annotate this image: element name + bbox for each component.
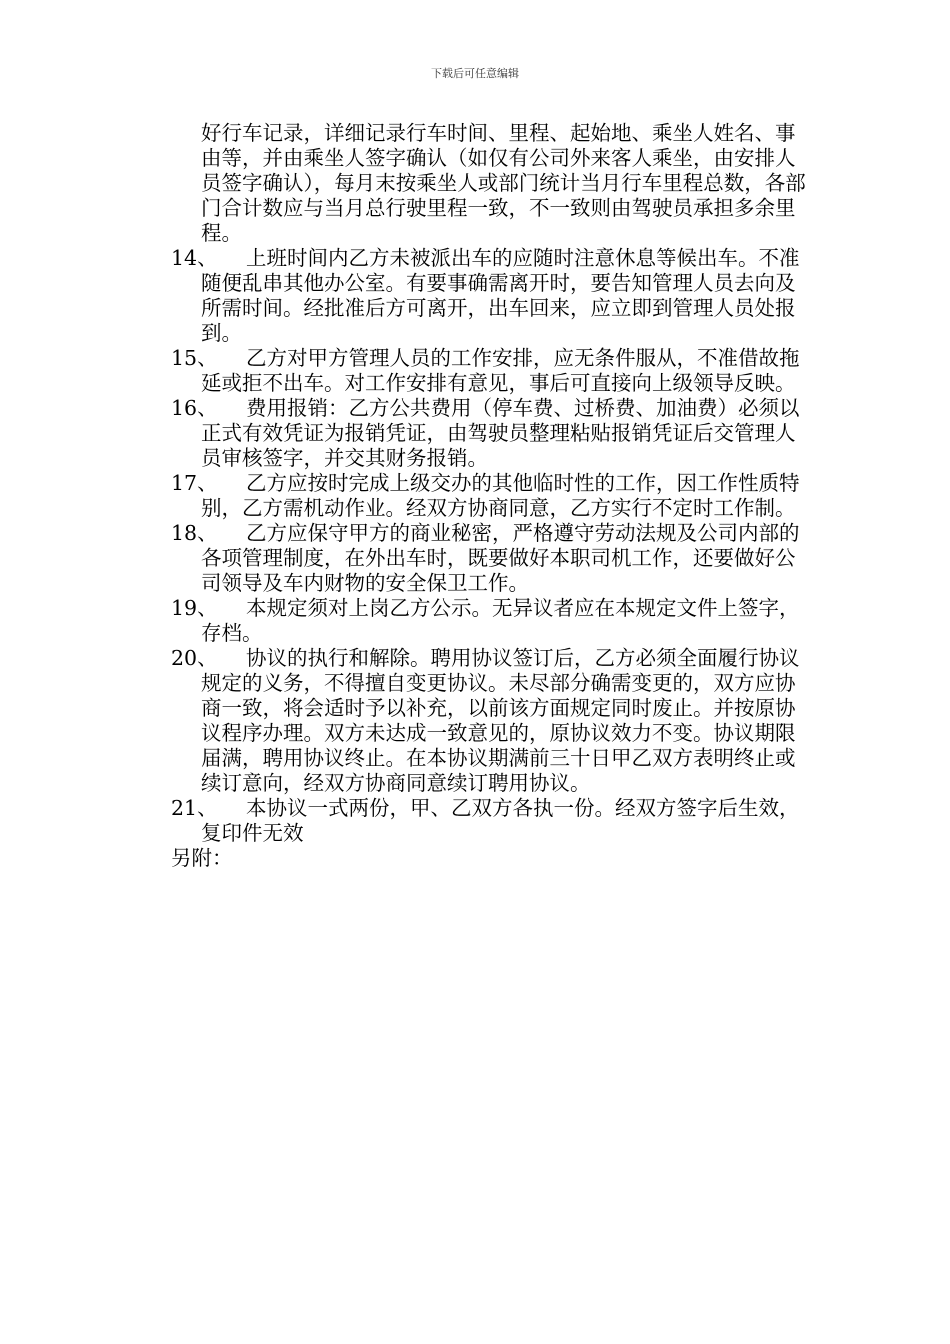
clause-text: 上班时间内乙方未被派出车的应随时注意休息等候出车。不准随便乱串其他办公室。有要事确需离开时，要告知管理人员去向及所需时间。经批准后方可离开，出车回来，应立即到管理人员处报到。 (201, 246, 800, 345)
clause-21 (171, 796, 811, 846)
clause-text: 乙方应按时完成上级交办的其他临时性的工作，因工作性质特别，乙方需机动作业。经双方协商同意，乙方实行不定时工作制。 (201, 471, 800, 520)
document-body (171, 121, 811, 871)
clause-19 (171, 596, 811, 646)
clause-text: 乙方应保守甲方的商业秘密，严格遵守劳动法规及公司内部的各项管理制度，在外出车时，既要做好本职司机工作，还要做好公司领导及车内财物的安全保卫工作。 (201, 521, 800, 595)
clause-number: 19、 (171, 596, 218, 620)
clause-text: 协议的执行和解除。聘用协议签订后，乙方必须全面履行协议规定的义务，不得擅自变更协议。未尽部分确需变更的，双方应协商一致，将会适时予以补充，以前该方面规定同时废止。并按原协议程序办理。双方未达成一致意见的，原协议效力不变。协议期限届满，聘用协议终止。在本协议期满前三十日甲乙双方表明终止或续订意向，经双方协商同意续订聘用协议。 (201, 646, 800, 795)
clause-text: 本规定须对上岗乙方公示。无异议者应在本规定文件上签字，存档。 (201, 596, 800, 645)
clause-number: 14、 (171, 246, 218, 270)
clause-number: 15、 (171, 346, 218, 370)
clause-20 (171, 646, 811, 796)
continuation-paragraph: 好行车记录，详细记录行车时间、里程、起始地、乘坐人姓名、事由等，并由乘坐人签字确认（如仅有公司外来客人乘坐，由安排人员签字确认），每月末按乘坐人或部门统计当月行车里程总数，各部门合计数应与当月总行驶里程一致，不一致则由驾驶员承担多余里程。 (201, 121, 806, 245)
closing-note: 另附： (171, 846, 233, 870)
clause-number: 20、 (171, 646, 218, 670)
clause-number: 18、 (171, 521, 218, 545)
clause-17 (171, 471, 811, 521)
page-header: 下载后可任意编辑 (431, 67, 519, 80)
clause-text: 乙方对甲方管理人员的工作安排，应无条件服从，不准借故拖延或拒不出车。对工作安排有意见，事后可直接向上级领导反映。 (201, 346, 800, 395)
clause-15 (171, 346, 811, 396)
clause-14 (171, 246, 811, 346)
clause-text: 费用报销：乙方公共费用（停车费、过桥费、加油费）必须以正式有效凭证为报销凭证，由驾驶员整理粘贴报销凭证后交管理人员审核签字，并交其财务报销。 (201, 396, 800, 470)
clause-number: 21、 (171, 796, 218, 820)
clause-18 (171, 521, 811, 596)
clause-number: 17、 (171, 471, 218, 495)
clause-text: 本协议一式两份，甲、乙双方各执一份。经双方签字后生效，复印件无效 (201, 796, 800, 845)
clause-number: 16、 (171, 396, 218, 420)
clause-16 (171, 396, 811, 471)
